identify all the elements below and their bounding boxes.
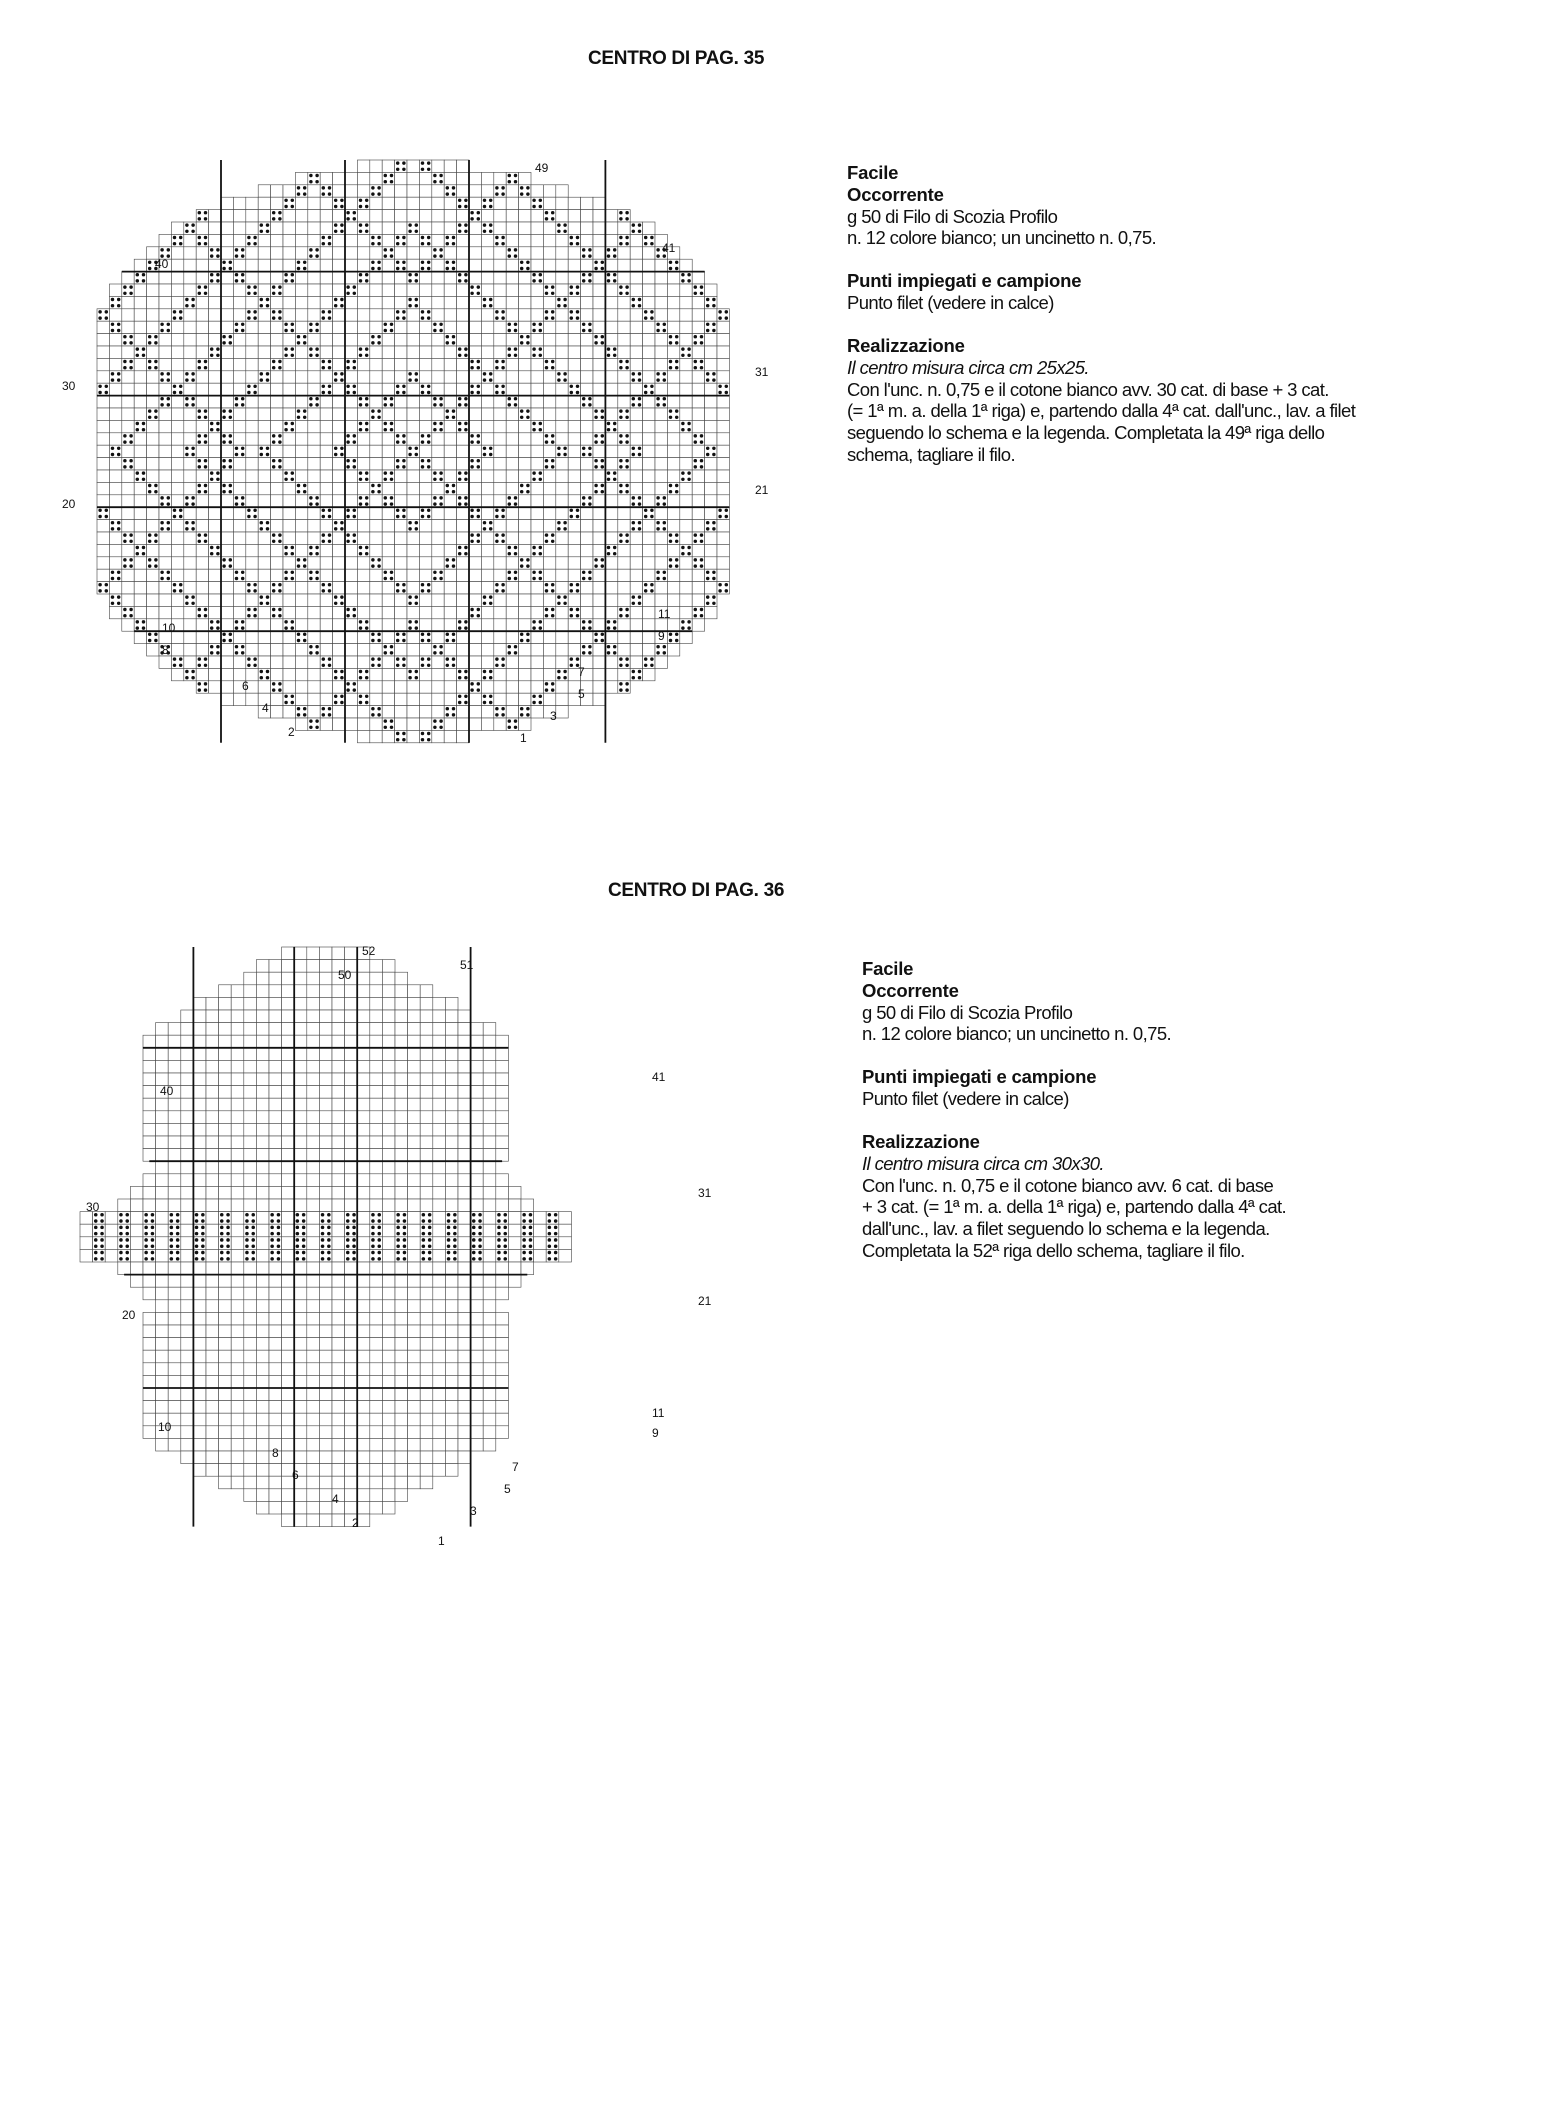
row-number-label: 6 — [292, 1468, 299, 1482]
making-heading: Realizzazione — [862, 1130, 980, 1152]
row-number-label: 31 — [698, 1186, 712, 1200]
section-title-pag-35: CENTRO DI PAG. 35 — [588, 48, 765, 69]
row-number-label: 52 — [362, 944, 376, 958]
row-number-label: 1 — [438, 1534, 445, 1548]
filet-chart-pag-35 — [50, 150, 770, 750]
difficulty-label: Facile — [862, 958, 914, 979]
row-number-label: 11 — [658, 607, 671, 621]
row-number-label: 7 — [578, 665, 585, 679]
instructions-block-pag-35 — [847, 162, 1487, 466]
materials-line: g 50 di Filo di Scozia Profilo — [862, 1001, 1073, 1023]
row-number-label: 8 — [272, 1446, 279, 1460]
row-number-label: 51 — [460, 958, 474, 972]
stitches-text: Punto filet (vedere in calce) — [862, 1088, 1069, 1110]
instructions-block-pag-36 — [862, 958, 1502, 1262]
row-number-label: 10 — [162, 621, 176, 635]
row-number-label: 7 — [512, 1460, 519, 1474]
materials-line: g 50 di Filo di Scozia Profilo — [847, 205, 1058, 227]
row-number-label: 3 — [470, 1504, 477, 1518]
size-text: Il centro misura circa cm 25x25. — [847, 356, 1089, 378]
row-number-label: 21 — [698, 1294, 712, 1308]
materials-line: n. 12 colore bianco; un uncinetto n. 0,75. — [847, 227, 1157, 249]
making-heading: Realizzazione — [847, 334, 965, 356]
difficulty-label: Facile — [847, 162, 899, 183]
instruction-line: (= 1ª m. a. della 1ª riga) e, partendo dalla 4ª cat. dall'unc., lav. a filet — [847, 400, 1356, 422]
row-number-label: 11 — [652, 1406, 665, 1420]
grid-cells — [97, 160, 729, 743]
instruction-line: + 3 cat. (= 1ª m. a. della 1ª riga) e, partendo dalla 4ª cat. — [862, 1196, 1287, 1218]
filet-chart-pag-36 — [50, 935, 770, 1555]
filet-grid-svg-pag-35 — [50, 150, 770, 750]
stitches-text: Punto filet (vedere in calce) — [847, 292, 1054, 314]
instruction-line: Con l'unc. n. 0,75 e il cotone bianco avv. 30 cat. di base + 3 cat. — [847, 378, 1329, 400]
row-number-label: 6 — [242, 679, 249, 693]
row-number-label: 1 — [520, 731, 527, 745]
row-number-label: 31 — [755, 365, 769, 379]
size-text: Il centro misura circa cm 30x30. — [862, 1152, 1104, 1174]
materials-heading: Occorrente — [862, 979, 959, 1001]
section-title-pag-36: CENTRO DI PAG. 36 — [608, 880, 785, 901]
row-number-label: 49 — [535, 161, 549, 175]
row-number-label: 2 — [288, 725, 295, 739]
materials-line: n. 12 colore bianco; un uncinetto n. 0,75. — [862, 1023, 1172, 1045]
row-number-label: 4 — [332, 1492, 339, 1506]
instruction-line: schema, tagliare il filo. — [847, 444, 1016, 466]
row-number-label: 2 — [352, 1516, 359, 1530]
row-number-label: 21 — [755, 483, 769, 497]
row-number-label: 9 — [658, 629, 665, 643]
instruction-line: seguendo lo schema e la legenda. Completata la 49ª riga dello — [847, 422, 1325, 444]
row-number-label: 8 — [162, 643, 169, 657]
instruction-line: Con l'unc. n. 0,75 e il cotone bianco avv. 6 cat. di base — [862, 1174, 1274, 1196]
row-number-label: 10 — [158, 1420, 172, 1434]
row-number-label: 9 — [652, 1426, 659, 1440]
row-number-label: 5 — [504, 1482, 511, 1496]
stitches-heading: Punti impiegati e campione — [847, 270, 1082, 292]
row-number-label: 40 — [155, 257, 169, 271]
row-number-label: 41 — [652, 1070, 666, 1084]
row-number-label: 20 — [122, 1308, 136, 1322]
instruction-line: dall'unc., lav. a filet seguendo lo schema e la legenda. — [862, 1218, 1270, 1240]
materials-heading: Occorrente — [847, 183, 944, 205]
grid-cells — [80, 947, 571, 1527]
row-number-label: 3 — [550, 709, 557, 723]
row-number-label: 30 — [86, 1200, 100, 1214]
row-number-label: 20 — [62, 497, 76, 511]
stitches-heading: Punti impiegati e campione — [862, 1066, 1097, 1088]
row-number-label: 30 — [62, 379, 76, 393]
filet-grid-svg-pag-36 — [50, 935, 770, 1555]
row-number-label: 41 — [662, 241, 676, 255]
row-number-label: 4 — [262, 701, 269, 715]
row-number-label: 40 — [160, 1084, 174, 1098]
instruction-line: Completata la 52ª riga dello schema, tagliare il filo. — [862, 1240, 1245, 1262]
row-number-label: 5 — [578, 687, 585, 701]
row-number-label: 50 — [338, 968, 352, 982]
